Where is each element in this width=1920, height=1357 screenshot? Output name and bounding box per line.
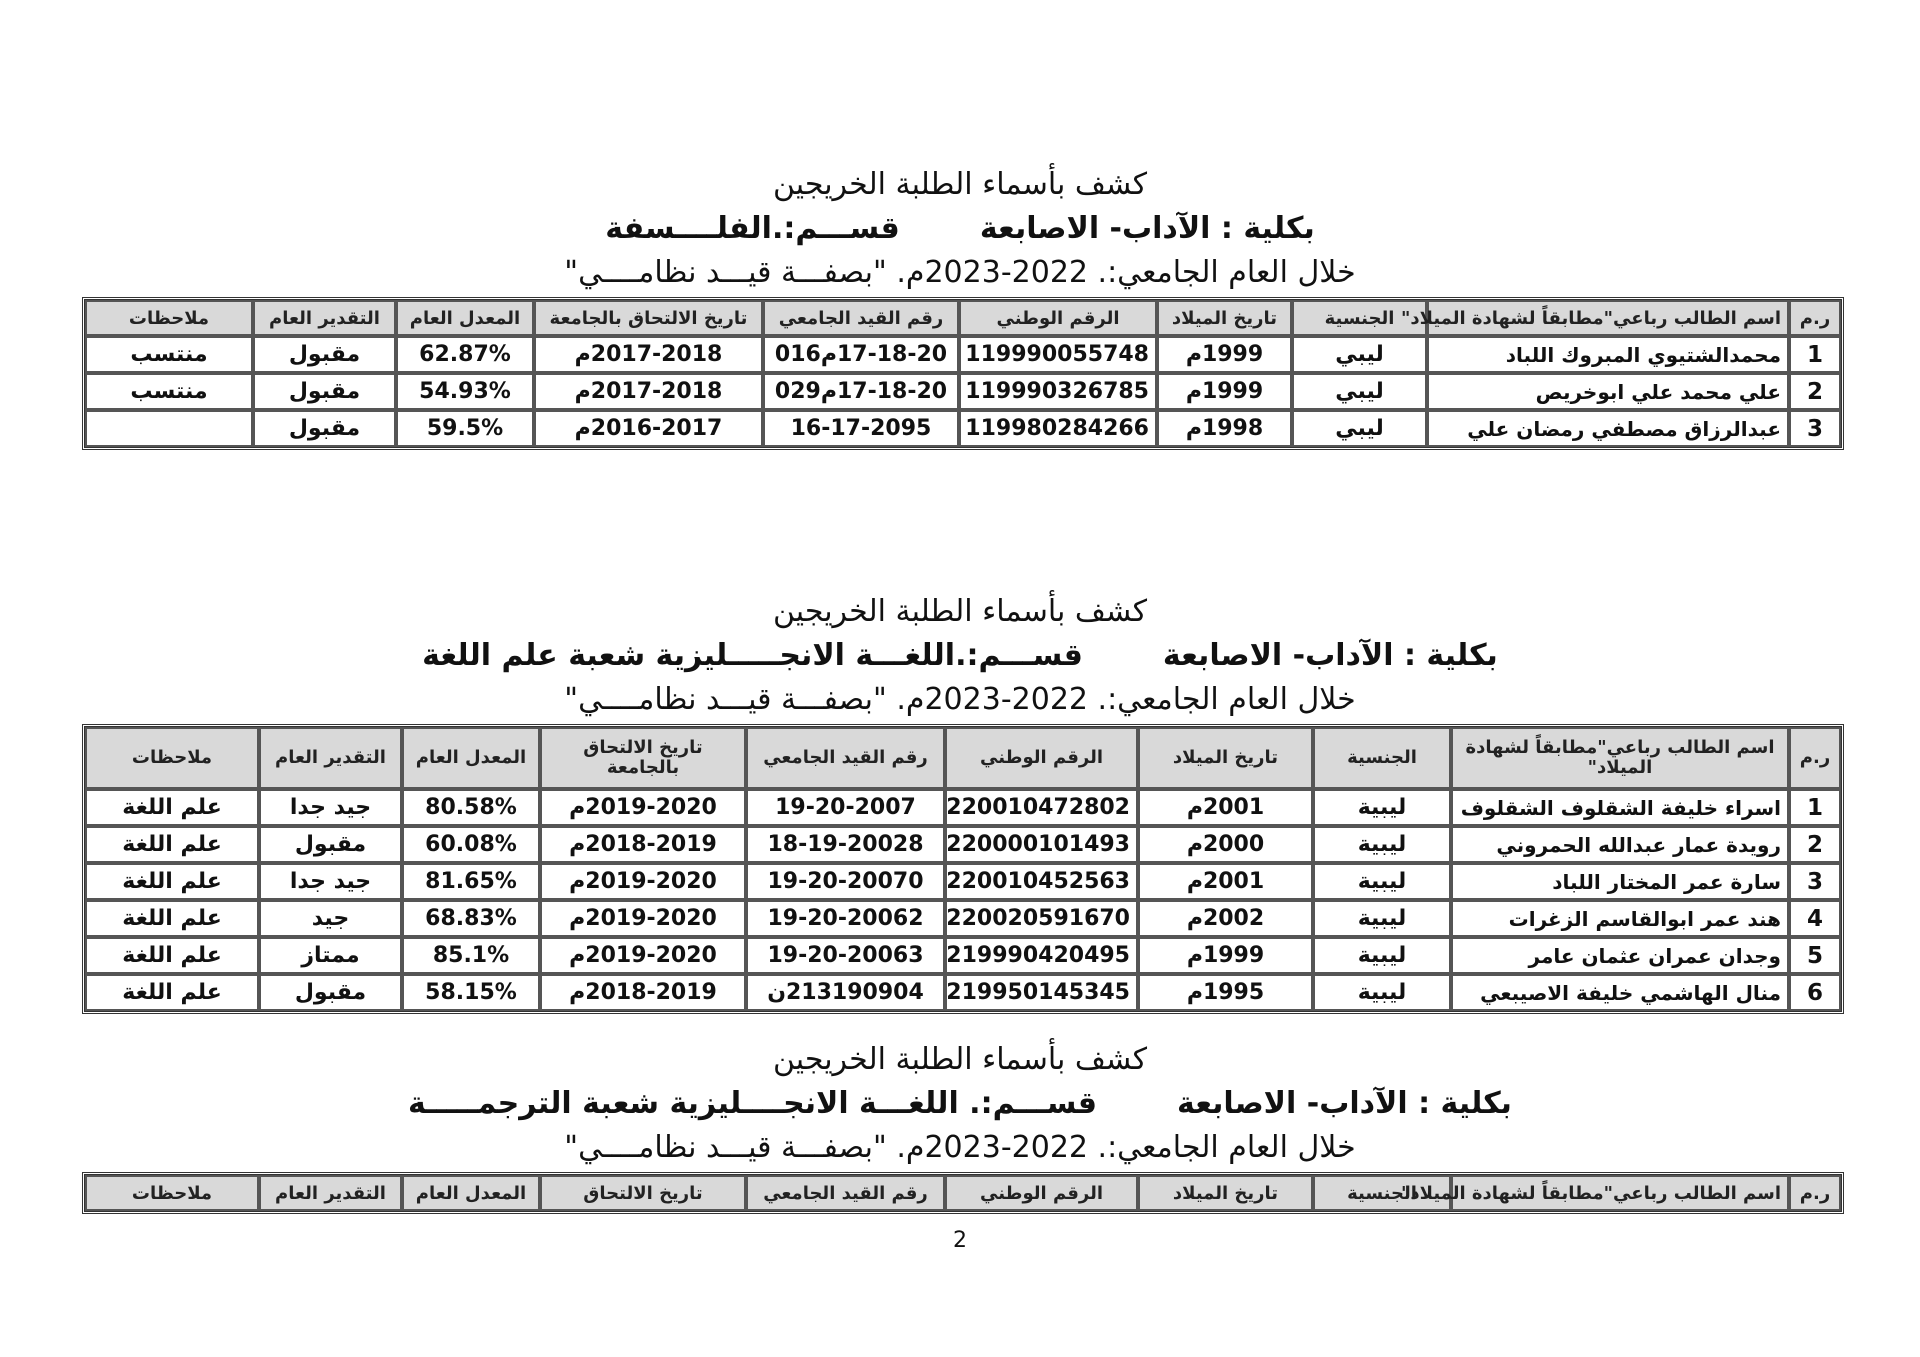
- birth-date: 1999م: [1157, 373, 1292, 410]
- grade: مقبول: [253, 410, 396, 447]
- national-id: 220010452563: [945, 863, 1138, 900]
- enrollment-date: 2017-2018م: [534, 336, 763, 373]
- birth-date: 2002م: [1138, 900, 1313, 937]
- row-number: 4: [1789, 900, 1841, 937]
- nationality: ليبي: [1292, 373, 1427, 410]
- nationality: ليبية: [1313, 863, 1451, 900]
- notes: علم اللغة: [85, 974, 259, 1011]
- grade: مقبول: [253, 373, 396, 410]
- header-cell: الجنسية: [1292, 300, 1427, 336]
- header-cell: ر.م: [1789, 1175, 1841, 1211]
- registration-number: 213190904ن: [746, 974, 945, 1011]
- birth-date: 1999م: [1157, 336, 1292, 373]
- table-row: [85, 826, 1841, 863]
- student-name: عبدالرزاق مصطفي رمضان علي: [1427, 410, 1789, 447]
- gpa: 81.65%: [402, 863, 540, 900]
- grade: مقبول: [253, 336, 396, 373]
- student-name: منال الهاشمي خليفة الاصيبعي: [1451, 974, 1789, 1011]
- header-cell: ر.م: [1789, 727, 1841, 789]
- birth-date: 2001م: [1138, 789, 1313, 826]
- department-name: قســـم:.اللغـــة الانجـــــليزية شعبة علم اللغة: [422, 638, 1083, 673]
- header-cell: اسم الطالب رباعي"مطابقاً لشهادة الميلاد": [1427, 300, 1789, 336]
- row-number: 2: [1789, 373, 1841, 410]
- national-id: 119990326785: [959, 373, 1157, 410]
- header-cell: تاريخ الالتحاق بالجامعة: [534, 300, 763, 336]
- academic-year-line: خلال العام الجامعي:. 2022-2023م. "بصفـــة قيـــد نظامــــي": [564, 682, 1356, 717]
- national-id: 220010472802: [945, 789, 1138, 826]
- page-number: 2: [953, 1228, 967, 1253]
- faculty-department-line: [82, 634, 1838, 678]
- gpa: 85.1%: [402, 937, 540, 974]
- gpa: 54.93%: [396, 373, 534, 410]
- grade: مقبول: [259, 826, 402, 863]
- table-row: [85, 373, 1841, 410]
- notes: منتسب: [85, 373, 253, 410]
- notes: علم اللغة: [85, 789, 259, 826]
- notes: علم اللغة: [85, 937, 259, 974]
- enrollment-date: 2019-2020م: [540, 863, 746, 900]
- grade: جيد جدا: [259, 789, 402, 826]
- nationality: ليبية: [1313, 826, 1451, 863]
- row-number: 2: [1789, 826, 1841, 863]
- nationality: ليبي: [1292, 410, 1427, 447]
- table-row: [85, 900, 1841, 937]
- nationality: ليبية: [1313, 937, 1451, 974]
- notes: علم اللغة: [85, 900, 259, 937]
- header-cell: الرقم الوطني: [945, 727, 1138, 789]
- student-name: علي محمد علي ابوخريص: [1427, 373, 1789, 410]
- header-cell: ر.م: [1789, 300, 1841, 336]
- grade: ممتاز: [259, 937, 402, 974]
- row-number: 6: [1789, 974, 1841, 1011]
- enrollment-date: 2019-2020م: [540, 900, 746, 937]
- gpa: 59.5%: [396, 410, 534, 447]
- header-cell: ملاحظات: [85, 727, 259, 789]
- header-cell: الرقم الوطني: [945, 1175, 1138, 1211]
- student-name: محمدالشتيوي المبروك اللباد: [1427, 336, 1789, 373]
- header-cell: الجنسية: [1313, 1175, 1451, 1211]
- header-cell: رقم القيد الجامعي: [746, 1175, 945, 1211]
- row-number: 5: [1789, 937, 1841, 974]
- student-name: وجدان عمران عثمان عامر: [1451, 937, 1789, 974]
- registration-number: 16-17-2095: [763, 410, 959, 447]
- table-header-row: [85, 1175, 1841, 1211]
- table-header-row: [85, 300, 1841, 336]
- academic-year-line: خلال العام الجامعي:. 2022-2023م. "بصفـــة قيـــد نظامــــي": [564, 1130, 1356, 1165]
- table-row: [85, 974, 1841, 1011]
- header-cell: التقدير العام: [259, 1175, 402, 1211]
- header-cell: تاريخ الالتحاق: [540, 1175, 746, 1211]
- header-cell: ملاحظات: [85, 1175, 259, 1211]
- national-id: 119980284266: [959, 410, 1157, 447]
- notes: علم اللغة: [85, 826, 259, 863]
- header-cell: الرقم الوطني: [959, 300, 1157, 336]
- header-cell: المعدل العام: [402, 1175, 540, 1211]
- birth-date: 2000م: [1138, 826, 1313, 863]
- header-cell: الجنسية: [1313, 727, 1451, 789]
- academic-year-line: خلال العام الجامعي:. 2022-2023م. "بصفـــة قيـــد نظامــــي": [564, 255, 1356, 290]
- enrollment-date: 2017-2018م: [534, 373, 763, 410]
- section-title: كشف بأسماء الطلبة الخريجين: [772, 1042, 1148, 1077]
- student-name: رويدة عمار عبدالله الحمروني: [1451, 826, 1789, 863]
- notes: علم اللغة: [85, 863, 259, 900]
- student-name: سارة عمر المختار اللباد: [1451, 863, 1789, 900]
- section-philosophy: [82, 163, 1838, 450]
- national-id: 219990420495: [945, 937, 1138, 974]
- gpa: 58.15%: [402, 974, 540, 1011]
- table-header-row: [85, 727, 1841, 789]
- national-id: 220000101493: [945, 826, 1138, 863]
- nationality: ليبي: [1292, 336, 1427, 373]
- gpa: 68.83%: [402, 900, 540, 937]
- header-cell: اسم الطالب رباعي"مطابقاً لشهادة الميلاد": [1451, 727, 1789, 789]
- table-row: [85, 789, 1841, 826]
- enrollment-date: 2019-2020م: [540, 937, 746, 974]
- graduates-table: [82, 1172, 1844, 1214]
- header-cell: المعدل العام: [402, 727, 540, 789]
- registration-number: 18-19-20028: [746, 826, 945, 863]
- gpa: 62.87%: [396, 336, 534, 373]
- section-title: كشف بأسماء الطلبة الخريجين: [772, 167, 1148, 202]
- enrollment-date: 2019-2020م: [540, 789, 746, 826]
- header-cell: التقدير العام: [253, 300, 396, 336]
- registration-number: 17-18-20م029: [763, 373, 959, 410]
- registration-number: 19-20-2007: [746, 789, 945, 826]
- table-row: [85, 863, 1841, 900]
- table-row: [85, 937, 1841, 974]
- graduates-table: [82, 297, 1844, 450]
- student-name: اسراء خليفة الشقلوف الشقلوف: [1451, 789, 1789, 826]
- department-name: قســـم:.الفلــــسفة: [605, 211, 900, 246]
- faculty-department-line: [82, 207, 1838, 251]
- grade: جيد: [259, 900, 402, 937]
- graduates-table: [82, 724, 1844, 1014]
- section-translation: [82, 1038, 1838, 1214]
- national-id: 219950145345: [945, 974, 1138, 1011]
- registration-number: 19-20-20062: [746, 900, 945, 937]
- registration-number: 17-18-20م016: [763, 336, 959, 373]
- birth-date: 2001م: [1138, 863, 1313, 900]
- student-name: هند عمر ابوالقاسم الزغرات: [1451, 900, 1789, 937]
- gpa: 80.58%: [402, 789, 540, 826]
- header-cell: تاريخ الميلاد: [1138, 727, 1313, 789]
- enrollment-date: 2016-2017م: [534, 410, 763, 447]
- notes: [85, 410, 253, 447]
- birth-date: 1998م: [1157, 410, 1292, 447]
- registration-number: 19-20-20063: [746, 937, 945, 974]
- faculty-name: بكلية : الآداب- الاصابعة: [1162, 638, 1498, 673]
- header-cell: تاريخ الالتحاق بالجامعة: [540, 727, 746, 789]
- grade: جيد جدا: [259, 863, 402, 900]
- department-name: قســـم:. اللغـــة الانجــــليزية شعبة الترجمـــــة: [408, 1086, 1098, 1121]
- faculty-name: بكلية : الآداب- الاصابعة: [1177, 1086, 1512, 1121]
- nationality: ليبية: [1313, 789, 1451, 826]
- nationality: ليبية: [1313, 900, 1451, 937]
- registration-number: 19-20-20070: [746, 863, 945, 900]
- nationality: ليبية: [1313, 974, 1451, 1011]
- header-cell: المعدل العام: [396, 300, 534, 336]
- row-number: 1: [1789, 336, 1841, 373]
- grade: مقبول: [259, 974, 402, 1011]
- faculty-name: بكلية : الآداب- الاصابعة: [979, 211, 1315, 246]
- header-cell: تاريخ الميلاد: [1157, 300, 1292, 336]
- birth-date: 1995م: [1138, 974, 1313, 1011]
- table-row: [85, 410, 1841, 447]
- header-cell: اسم الطالب رباعي"مطابقاً لشهادة الميلاد": [1451, 1175, 1789, 1211]
- row-number: 1: [1789, 789, 1841, 826]
- table-row: [85, 336, 1841, 373]
- faculty-department-line: [82, 1082, 1838, 1126]
- row-number: 3: [1789, 863, 1841, 900]
- national-id: 119990055748: [959, 336, 1157, 373]
- section-linguistics: [82, 590, 1838, 1014]
- header-cell: رقم القيد الجامعي: [746, 727, 945, 789]
- section-title: كشف بأسماء الطلبة الخريجين: [772, 594, 1148, 629]
- enrollment-date: 2018-2019م: [540, 826, 746, 863]
- row-number: 3: [1789, 410, 1841, 447]
- gpa: 60.08%: [402, 826, 540, 863]
- header-cell: ملاحظات: [85, 300, 253, 336]
- enrollment-date: 2018-2019م: [540, 974, 746, 1011]
- national-id: 220020591670: [945, 900, 1138, 937]
- header-cell: رقم القيد الجامعي: [763, 300, 959, 336]
- header-cell: تاريخ الميلاد: [1138, 1175, 1313, 1211]
- birth-date: 1999م: [1138, 937, 1313, 974]
- header-cell: التقدير العام: [259, 727, 402, 789]
- notes: منتسب: [85, 336, 253, 373]
